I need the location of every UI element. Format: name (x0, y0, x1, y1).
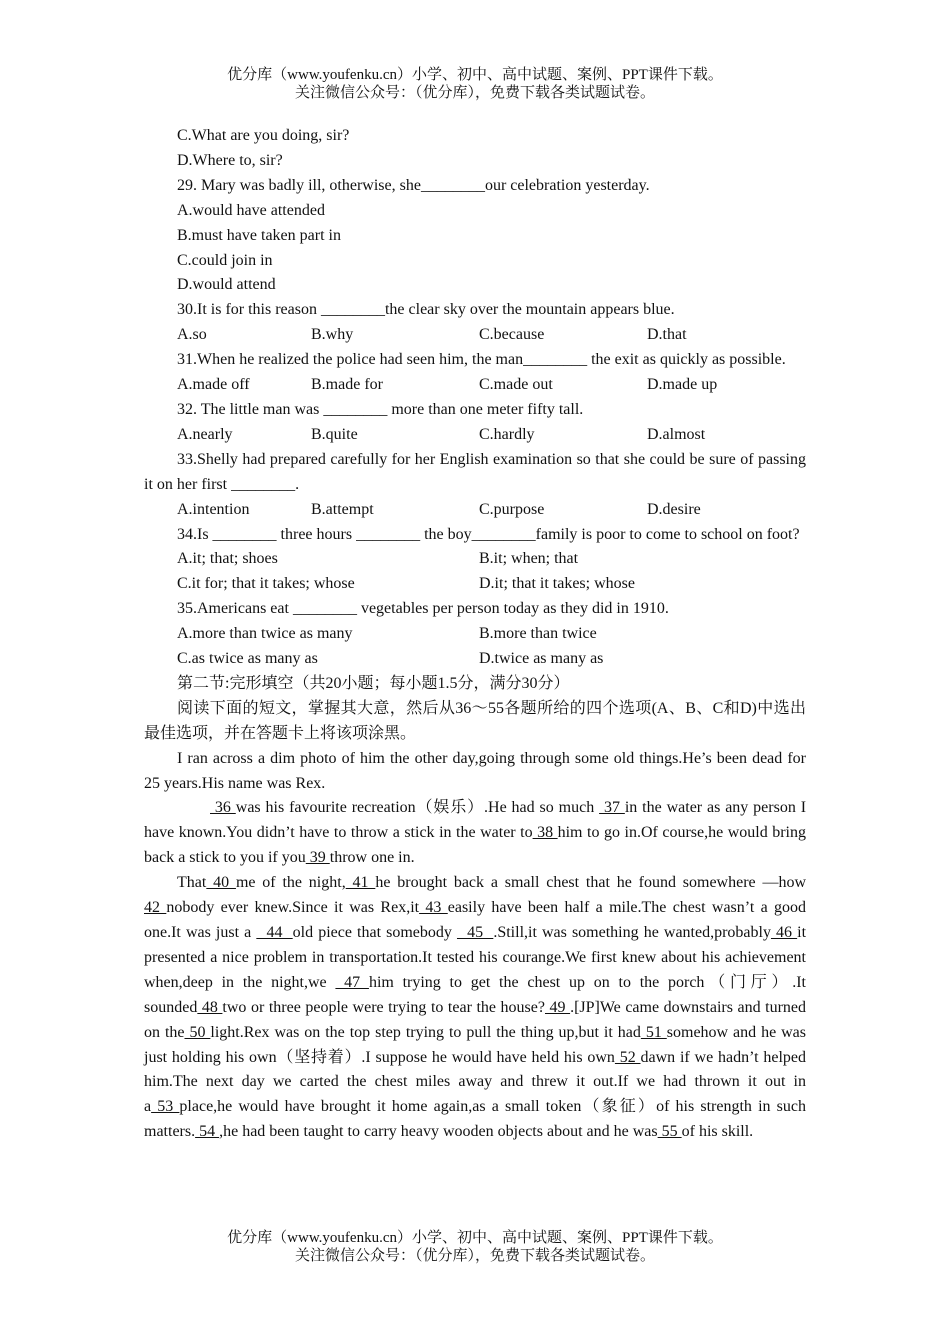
passage-text: old piece that somebody (292, 924, 457, 941)
q32-stem: 32. The little man was ________ more than one meter fifty tall. (177, 400, 584, 418)
q31-options (144, 373, 806, 398)
q30-option-c: C.because (479, 326, 545, 344)
passage-text: place,he would have brought it home again,as a small token（象征）of his strength in such matters. (144, 1098, 806, 1141)
passage-text: of his skill. (681, 1123, 754, 1141)
footer-line-1: 优分库（www.youfenku.cn）小学、初中、高中试题、案例、PPT课件下载。 (227, 1230, 723, 1246)
passage-text: it presented a nice problem in transportation.It tested his courange.We first knew about his achievement when,deep in the night,we (144, 924, 807, 991)
q35-stem: 35.Americans eat ________ vegetables per person today as they did in 1910. (177, 600, 669, 618)
cloze-blank: 49 (544, 998, 571, 1016)
q33-option-c: C.purpose (479, 500, 545, 518)
cloze-blank: 46 (770, 924, 798, 941)
passage-text: .[JP]We came downstairs and turned on the (144, 998, 807, 1041)
q33-option-a: A.intention (177, 500, 250, 518)
q35-option-d: D.twice as many as (479, 650, 604, 668)
cloze-blank: 44 (256, 924, 293, 941)
passage-text: easily have been half a mile.The chest wasn’t a good one.It was just a (144, 899, 807, 941)
q35-options-cd (144, 647, 806, 672)
q35-option-c: C.as twice as many as (177, 650, 318, 668)
q32-option-d: D.almost (647, 425, 706, 443)
q33-option-d: D.desire (647, 500, 701, 518)
q33-stem: 33.Shelly had prepared carefully for her English examination so that she could be sure of passing it on her first ________. (144, 450, 806, 493)
cloze-blank: 36 (210, 799, 236, 817)
q31-option-b: B.made for (311, 376, 383, 394)
passage-text: light.Rex was on the top step trying to pull the thing up,but it had (210, 1023, 641, 1041)
page-header (0, 66, 950, 102)
q32-option-b: B.quite (311, 425, 358, 443)
q29-option-b: B.must have taken part in (177, 226, 341, 244)
q34-options-ab (144, 547, 806, 572)
cloze-blank: 39 (305, 849, 330, 867)
passage-text: throw one in. (329, 849, 415, 867)
cloze-blank: 48 (197, 998, 223, 1016)
q30-option-d: D.that (647, 326, 687, 344)
q34-option-c: C.it for; that it takes; whose (177, 575, 355, 593)
q30-option-b: B.why (311, 326, 354, 344)
passage-paragraph-3 (144, 871, 806, 1145)
q34-options-cd (144, 572, 806, 597)
q33-option-b: B.attempt (311, 500, 374, 518)
q32-options (144, 423, 806, 448)
q30-options (144, 323, 806, 348)
passage-text: That (177, 874, 207, 892)
passage-text: he brought back a small chest that he found somewhere —how (375, 874, 806, 892)
cloze-blank: 40 (206, 874, 236, 892)
cloze-blank: 41 (345, 874, 376, 892)
cloze-blank: 45 (456, 924, 494, 941)
header-line-2: 关注微信公众号：（优分库），免费下载各类试题试卷。 (294, 85, 655, 101)
cloze-blank: 43 (419, 899, 448, 917)
q30-stem: 30.It is for this reason ________the clear sky over the mountain appears blue. (177, 301, 675, 319)
q31-stem: 31.When he realized the police had seen him, the man________ the exit as quickly as possible. (177, 351, 786, 369)
passage-text: me of the night, (235, 874, 346, 892)
passage-paragraph-2 (144, 796, 806, 871)
section-2-title: 第二节:完形填空（共20小题；每小题1.5分，满分30分） (177, 674, 570, 692)
q34-stem: 34.Is ________ three hours ________ the boy________family is poor to come to school on foot? (177, 525, 800, 543)
passage-text: .Still,it was something he wanted,probably (493, 924, 771, 941)
q31-option-c: C.made out (479, 376, 553, 394)
passage-text: somehow and he was just holding his own（坚持着）.I suppose he would have held his own (144, 1023, 807, 1066)
passage-text: dawn if we hadn’t helped him.The next day we carted the chest miles away and threw it out.If we had thrown it out in a (144, 1048, 806, 1116)
passage-text: him to go in.Of course,he would bring back a stick to you if you (144, 824, 806, 867)
cloze-blank: 38 (532, 824, 558, 842)
q34-option-b: B.it; when; that (479, 550, 579, 568)
q29-option-d: D.would attend (177, 276, 276, 294)
q30-option-a: A.so (177, 326, 207, 344)
cloze-blank: 51 (640, 1023, 667, 1041)
page-footer (0, 1229, 950, 1265)
header-line-1: 优分库（www.youfenku.cn）小学、初中、高中试题、案例、PPT课件下载。 (227, 67, 723, 83)
q34-option-d: D.it; that it takes; whose (479, 575, 635, 593)
q32-option-c: C.hardly (479, 425, 535, 443)
cloze-blank: 47 (335, 973, 369, 991)
passage-text: nobody ever knew.Since it was Rex,it (166, 899, 420, 917)
cloze-blank: 55 (657, 1123, 682, 1141)
cloze-blank: 52 (614, 1048, 641, 1066)
cloze-blank: 42 (144, 899, 167, 917)
q29-option-c: C.could join in (177, 251, 273, 269)
q32-option-a: A.nearly (177, 425, 233, 443)
section-2-instruction: 阅读下面的短文，掌握其大意，然后从36～55各题所给的四个选项(A、B、C和D)中选出最佳选项，并在答题卡上将该项涂黑。 (144, 699, 806, 742)
footer-line-2: 关注微信公众号：（优分库），免费下载各类试题试卷。 (294, 1248, 655, 1264)
passage-text: him trying to get the chest up on to the porch（门厅）.It sounded (144, 973, 806, 1016)
cloze-blank: 54 (195, 1123, 220, 1141)
cloze-blank: 37 (599, 799, 625, 817)
exam-content (144, 124, 806, 1145)
q31-option-a: A.made off (177, 376, 250, 394)
q35-option-a: A.more than twice as many (177, 625, 353, 643)
cloze-blank: 50 (184, 1023, 211, 1041)
passage-text: was his favourite recreation（娱乐）.He had so much (235, 799, 600, 817)
q31-option-d: D.made up (647, 376, 718, 394)
passage-text: in the water as any person I have known.You didn’t have to throw a stick in the water to (144, 799, 807, 842)
q28-option-d: D.Where to, sir? (177, 151, 283, 169)
cloze-blank: 53 (151, 1098, 180, 1116)
q34-option-a: A.it; that; shoes (177, 550, 278, 568)
passage-text: ,he had been taught to carry heavy wooden objects about and he was (219, 1123, 658, 1141)
q35-option-b: B.more than twice (479, 625, 597, 643)
q29-stem: 29. Mary was badly ill, otherwise, she________our celebration yesterday. (177, 176, 650, 194)
q33-options (144, 498, 806, 523)
q29-option-a: A.would have attended (177, 201, 325, 219)
passage-text: two or three people were trying to tear the house? (222, 998, 545, 1016)
q35-options-ab (144, 622, 806, 647)
q28-option-c: C.What are you doing, sir? (177, 127, 350, 144)
passage-paragraph-1: I ran across a dim photo of him the other day,going through some old things.He’s been dead for 25 years.His name was Rex. (144, 749, 806, 792)
